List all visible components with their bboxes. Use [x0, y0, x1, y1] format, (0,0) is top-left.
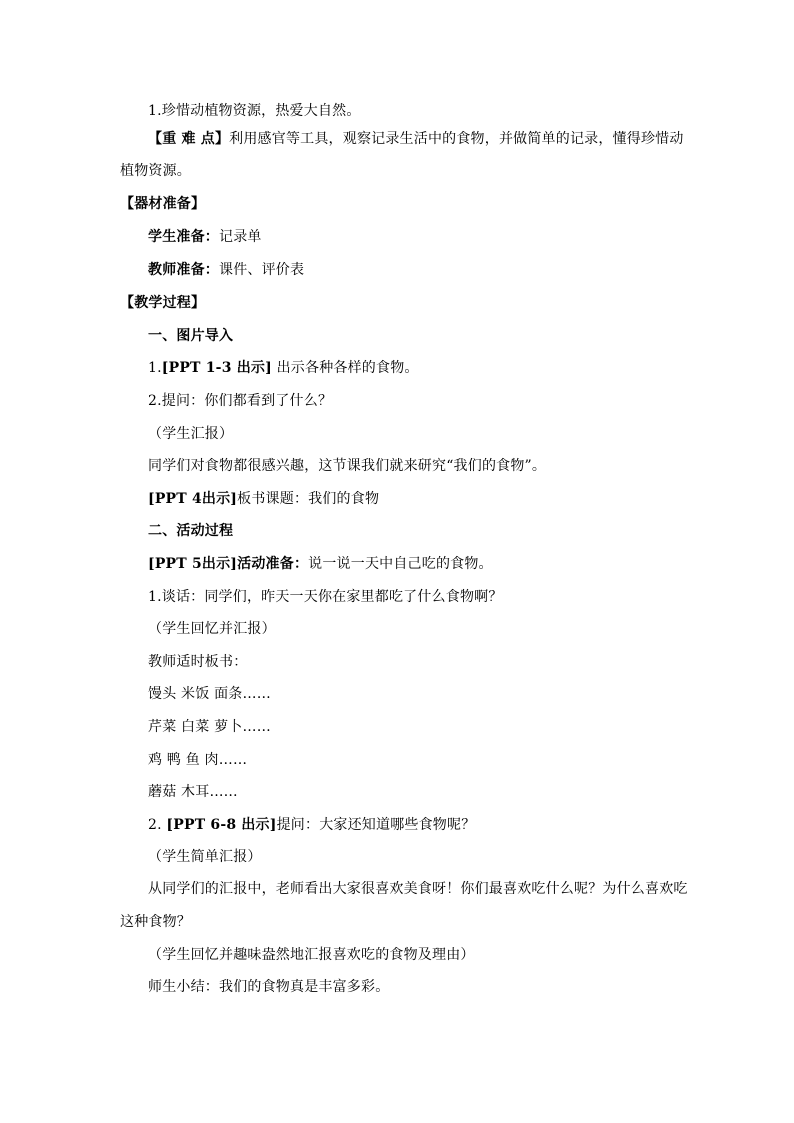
student-prep-label: 学生准备：	[148, 229, 219, 245]
board-title-text: 板书课题：我们的食物	[237, 491, 380, 507]
food-row: 芹菜 白菜 萝卜……	[148, 719, 271, 735]
section1-item2: 2.提问：你们都看到了什么？	[148, 393, 333, 409]
simple-report: （学生简单汇报）	[148, 849, 262, 865]
teacher-prep-value: 课件、评价表	[219, 262, 305, 278]
talk-line: 1.谈话：同学们，昨天一天你在家里都吃了什么食物啊？	[148, 589, 503, 605]
reason-report: （学生回忆并趣味盎然地汇报喜欢吃的食物及理由）	[148, 947, 475, 963]
food-row: 馒头 米饭 面条……	[148, 686, 271, 702]
ppt-tag-6-8: [PPT 6-8 出示]	[166, 817, 277, 833]
question2-text: 提问：大家还知道哪些食物呢？	[276, 817, 476, 833]
ppt-tag-1-3: [PPT 1-3 出示]	[161, 360, 272, 376]
section1-item1-prefix: 1.	[148, 360, 162, 376]
activity-prep-line	[148, 554, 493, 574]
student-prep-line	[148, 227, 262, 247]
question2-line	[148, 815, 475, 835]
section1-title: 一、图片导入	[148, 328, 234, 344]
equipment-heading: 【器材准备】	[120, 196, 206, 212]
teacher-remark-line2: 这种食物？	[120, 914, 191, 930]
key-points-text-continued: 植物资源。	[120, 163, 191, 179]
key-points-text: 利用感官等工具，观察记录生活中的食物，并做简单的记录，懂得珍惜动	[229, 131, 684, 147]
student-prep-value: 记录单	[219, 229, 262, 245]
section2-title: 二、活动过程	[148, 523, 234, 539]
recall-report: （学生回忆并汇报）	[148, 621, 276, 637]
food-row: 鸡 鸭 鱼 肉……	[148, 752, 248, 768]
activity-prep-text: 说一说一天中自己吃的食物。	[308, 556, 493, 572]
ppt-tag-4: [PPT 4出示]	[148, 491, 238, 507]
board-title-line	[148, 489, 379, 509]
key-points-line	[148, 129, 684, 149]
student-report: （学生汇报）	[148, 426, 234, 442]
summary-line: 师生小结：我们的食物真是丰富多彩。	[148, 979, 390, 995]
section1-item1-text: 出示各种各样的食物。	[276, 360, 419, 376]
activity-prep-label: 活动准备：	[237, 556, 309, 572]
board-note: 教师适时板书：	[148, 654, 248, 670]
teacher-remark-line1: 从同学们的汇报中，老师看出大家很喜欢美食呀！你们最喜欢吃什么呢？为什么喜欢吃	[148, 881, 688, 897]
section1-item1	[148, 358, 419, 378]
teacher-prep-label: 教师准备：	[148, 262, 219, 278]
teacher-prep-line	[148, 260, 304, 280]
process-heading: 【教学过程】	[120, 295, 206, 311]
question2-prefix: 2.	[148, 817, 167, 833]
key-points-label: 【重 难 点】	[148, 131, 230, 147]
ppt-tag-5: [PPT 5出示]	[148, 556, 238, 572]
interest-line: 同学们对食物都很感兴趣，这节课我们就来研究“我们的食物”。	[148, 458, 547, 474]
food-row: 蘑菇 木耳……	[148, 784, 238, 800]
goal-item: 1.珍惜动植物资源，热爱大自然。	[148, 103, 361, 119]
